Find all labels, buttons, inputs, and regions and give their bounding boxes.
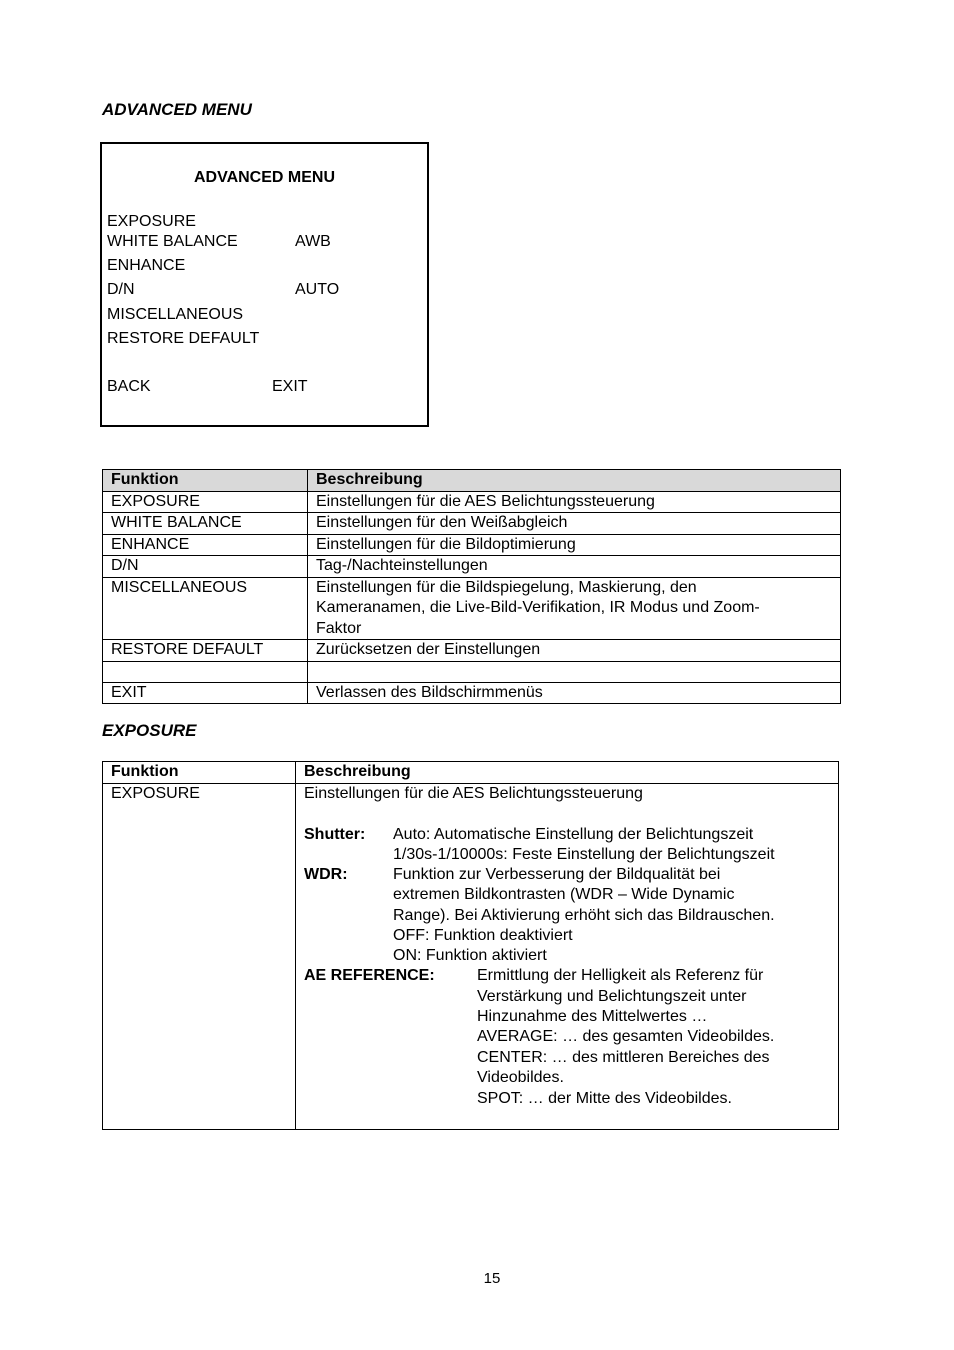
osd-item-miscellaneous: MISCELLANEOUS	[107, 306, 244, 323]
wdr-label: WDR:	[304, 865, 348, 883]
table-header-row	[103, 470, 841, 492]
description-cell	[308, 661, 841, 682]
section-heading-advanced-menu: ADVANCED MENU	[102, 100, 252, 119]
osd-value-dn: AUTO	[295, 281, 340, 298]
shutter-line: 1/30s-1/10000s: Feste Einstellung der Belichtungszeit	[393, 845, 775, 863]
ae-reference-line: AVERAGE: … des gesamten Videobildes.	[477, 1027, 775, 1045]
ae-reference-line: Videobildes.	[477, 1068, 564, 1086]
function-cell: EXIT	[103, 682, 308, 704]
osd-menu-box	[100, 142, 429, 427]
osd-item-restore-default: RESTORE DEFAULT	[107, 330, 260, 347]
wdr-line: Range). Bei Aktivierung erhöht sich das Bildrauschen.	[393, 906, 775, 924]
ae-reference-line: Hinzunahme des Mittelwertes …	[477, 1007, 708, 1025]
function-cell: D/N	[103, 556, 308, 578]
description-cell	[308, 577, 841, 640]
ae-reference-label: AE REFERENCE:	[304, 966, 435, 984]
osd-item-exit: EXIT	[272, 378, 308, 395]
osd-item-dn: D/N	[107, 281, 135, 298]
header-beschreibung: Beschreibung	[308, 470, 841, 492]
table-row	[103, 556, 841, 578]
header-funktion: Funktion	[103, 470, 308, 492]
table-row	[103, 661, 841, 682]
osd-value-white-balance: AWB	[295, 233, 331, 250]
ae-reference-line: SPOT: … der Mitte des Videobildes.	[477, 1089, 732, 1107]
description-line: Kameranamen, die Live-Bild-Verifikation, IR Modus und Zoom-	[316, 599, 760, 616]
function-cell: MISCELLANEOUS	[103, 577, 308, 640]
header-beschreibung: Beschreibung	[296, 762, 839, 784]
table-row	[103, 513, 841, 535]
description-cell: Einstellungen für den Weißabgleich	[308, 513, 841, 535]
function-cell: ENHANCE	[103, 534, 308, 556]
table-row	[103, 640, 841, 662]
description-cell: Einstellungen für die AES Belichtungssteuerung	[308, 491, 841, 513]
ae-reference-line: CENTER: … des mittleren Bereiches des	[477, 1048, 770, 1066]
section-heading-exposure: EXPOSURE	[102, 721, 197, 740]
osd-item-back: BACK	[107, 378, 151, 395]
table-row	[103, 491, 841, 513]
shutter-label: Shutter:	[304, 825, 366, 843]
exposure-intro: Einstellungen für die AES Belichtungssteuerung	[304, 784, 643, 802]
description-line: Einstellungen für die Bildspiegelung, Maskierung, den	[316, 578, 697, 596]
function-cell: EXPOSURE	[103, 491, 308, 513]
table-header-row	[103, 762, 839, 784]
shutter-line: Auto: Automatische Einstellung der Belichtungszeit	[393, 825, 754, 843]
functions-table	[102, 469, 841, 704]
description-cell	[296, 783, 839, 1129]
table-row	[103, 783, 839, 1129]
osd-item-exposure: EXPOSURE	[107, 213, 196, 230]
function-cell: EXPOSURE	[103, 783, 296, 1129]
description-cell: Verlassen des Bildschirmmenüs	[308, 682, 841, 704]
function-cell: RESTORE DEFAULT	[103, 640, 308, 662]
description-cell: Einstellungen für die Bildoptimierung	[308, 534, 841, 556]
wdr-line: Funktion zur Verbesserung der Bildqualität bei	[393, 865, 721, 883]
table-row	[103, 682, 841, 704]
wdr-line: extremen Bildkontrasten (WDR – Wide Dynamic	[393, 885, 735, 903]
header-funktion: Funktion	[103, 762, 296, 784]
page-number: 15	[483, 1270, 501, 1287]
osd-item-white-balance: WHITE BALANCE	[107, 233, 238, 250]
osd-item-enhance: ENHANCE	[107, 257, 186, 274]
ae-reference-line: Verstärkung und Belichtungszeit unter	[477, 987, 747, 1005]
function-cell	[103, 661, 308, 682]
wdr-line: ON: Funktion aktiviert	[393, 946, 547, 964]
function-cell: WHITE BALANCE	[103, 513, 308, 535]
wdr-line: OFF: Funktion deaktiviert	[393, 926, 573, 944]
osd-menu-title: ADVANCED MENU	[193, 169, 336, 186]
description-cell: Zurücksetzen der Einstellungen	[308, 640, 841, 662]
description-cell: Tag-/Nachteinstellungen	[308, 556, 841, 578]
ae-reference-line: Ermittlung der Helligkeit als Referenz für	[477, 966, 764, 984]
description-line: Faktor	[316, 619, 362, 637]
table-row	[103, 534, 841, 556]
table-row	[103, 577, 841, 640]
exposure-table	[102, 761, 839, 1130]
